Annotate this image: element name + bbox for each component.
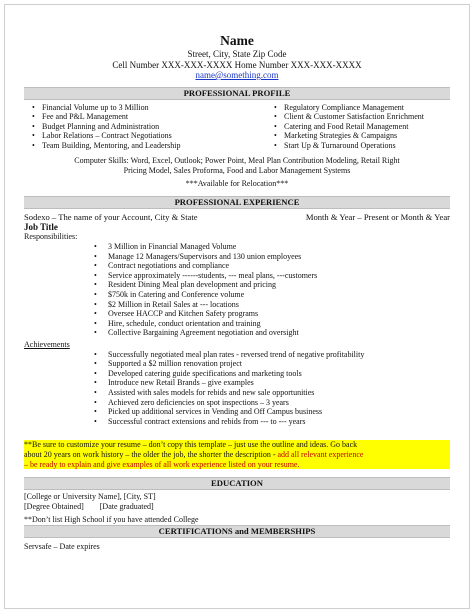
list-item: • Successful contract extensions and rebids from --- to --- years bbox=[94, 417, 450, 427]
list-item: • Oversee HACCP and Kitchen Safety programs bbox=[94, 309, 450, 319]
email-line bbox=[24, 70, 450, 81]
profile-item: • Start Up & Turnaround Operations bbox=[274, 141, 424, 151]
section-heading-experience: PROFESSIONAL EXPERIENCE bbox=[24, 196, 450, 209]
relocation-note: ***Available for Relocation*** bbox=[185, 179, 289, 189]
employment-dates: Month & Year – Present or Month & Year bbox=[305, 212, 450, 223]
note-text: about 20 years on work history – the older the job, the shorter the description - bbox=[24, 449, 278, 459]
list-item: • Collective Bargaining Agreement negotiation and oversight bbox=[94, 328, 450, 338]
list-item: • Introduce new Retail Brands – give examples bbox=[94, 378, 450, 388]
list-item: • Developed catering guide specifications and marketing tools bbox=[94, 369, 450, 379]
resume-content bbox=[24, 34, 450, 552]
education-degree-row bbox=[24, 502, 450, 512]
profile-item: • Regulatory Compliance Management bbox=[274, 103, 424, 113]
note-text-red: add all relevant experience bbox=[277, 449, 364, 459]
list-item: • Successfully negotiated meal plan rates - reversed trend of negative profitability bbox=[94, 350, 450, 360]
profile-item: • Financial Volume up to 3 Million bbox=[32, 103, 181, 113]
profile-item: • Budget Planning and Administration bbox=[32, 122, 181, 132]
education-date: [Date graduated] bbox=[99, 501, 154, 511]
profile-item: • Team Building, Mentoring, and Leadership bbox=[32, 141, 181, 151]
email-link[interactable]: name@something.com bbox=[195, 70, 279, 80]
list-item: • Picked up additional services in Vending and Off Campus business bbox=[94, 407, 450, 417]
profile-item: • Client & Customer Satisfaction Enrichment bbox=[274, 112, 424, 122]
certification-item: Servsafe – Date expires bbox=[24, 541, 100, 551]
list-item: • Hire, schedule, conduct orientation and training bbox=[94, 319, 450, 329]
list-item: • Supported a $2 million renovation project bbox=[94, 359, 450, 369]
education-degree: [Degree Obtained] bbox=[24, 501, 84, 511]
profile-list-left bbox=[32, 103, 181, 151]
profile-item: • Marketing Strategies & Campaigns bbox=[274, 131, 424, 141]
note-line-red: – be ready to explain and give examples of all work experience listed on your resume. bbox=[24, 459, 300, 469]
achievements-label: Achievements bbox=[24, 340, 70, 349]
list-item: • $750k in Catering and Conference volume bbox=[94, 290, 450, 300]
note-line: **Be sure to customize your resume – don’t copy this template – just use the outline and ideas. Go back bbox=[24, 440, 358, 450]
responsibilities-label: Responsibilities: bbox=[24, 232, 78, 242]
computer-skills bbox=[24, 156, 450, 176]
employer-row bbox=[24, 212, 450, 222]
section-heading-certifications: CERTIFICATIONS and MEMBERSHIPS bbox=[24, 525, 450, 538]
note-line bbox=[24, 450, 450, 460]
responsibilities-list bbox=[24, 242, 450, 338]
achievements-list bbox=[24, 350, 450, 427]
list-item: • $2 Million in Retail Sales at --- locations bbox=[94, 300, 450, 310]
candidate-name: Name bbox=[220, 33, 254, 48]
section-heading-profile: PROFESSIONAL PROFILE bbox=[24, 87, 450, 100]
education-school: [College or University Name], [City, ST] bbox=[24, 492, 156, 502]
list-item: • Manage 12 Managers/Supervisors and 130 union employees bbox=[94, 252, 450, 262]
list-item: • Resident Dining Meal plan development and pricing bbox=[94, 280, 450, 290]
profile-item: • Labor Relations – Contract Negotiations bbox=[32, 131, 181, 141]
address-line: Street, City, State Zip Code bbox=[187, 49, 287, 59]
customization-note bbox=[24, 440, 450, 469]
profile-list-right bbox=[274, 103, 424, 151]
skills-line: Pricing Model, Sales Proforma, Food and Labor Management Systems bbox=[123, 166, 351, 176]
list-item: • Service approximately ------students, --- meal plans, ---customers bbox=[94, 271, 450, 281]
profile-item: • Fee and P&L Management bbox=[32, 112, 181, 122]
list-item: • Contract negotiations and compliance bbox=[94, 261, 450, 271]
profile-item: • Catering and Food Retail Management bbox=[274, 122, 424, 132]
phone-line: Cell Number XXX-XXX-XXXX Home Number XXX-XXX-XXXX bbox=[112, 59, 362, 70]
profile-columns bbox=[24, 100, 450, 151]
list-item: • Assisted with sales models for rebids and new sale opportunities bbox=[94, 388, 450, 398]
list-item: • 3 Million in Financial Managed Volume bbox=[94, 242, 450, 252]
list-item: • Achieved zero deficiencies on spot inspections – 3 years bbox=[94, 398, 450, 408]
section-heading-education: EDUCATION bbox=[24, 477, 450, 490]
skills-line: Computer Skills: Word, Excel, Outlook; Power Point, Meal Plan Contribution Modeling, Retail Right bbox=[74, 156, 400, 166]
employer-name: Sodexo – The name of your Account, City & State bbox=[24, 212, 198, 223]
job-title: Job Title bbox=[24, 222, 58, 233]
education-note: **Don’t list High School if you have attended College bbox=[24, 515, 199, 525]
